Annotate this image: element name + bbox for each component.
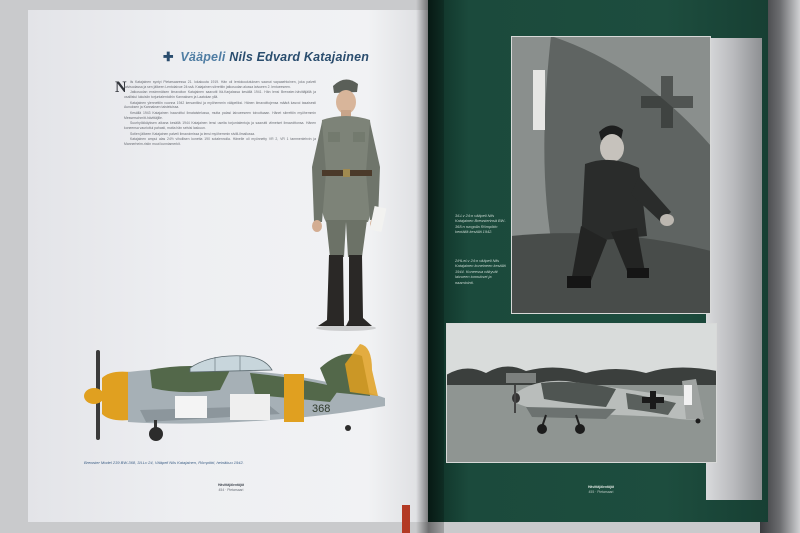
pilot-photo: [511, 36, 711, 314]
book-spine-shadow: [416, 0, 444, 533]
biography-paragraph: Katajainen ampui alas 24½ vihollisen konetta 190 sotalennolla. Hänelle oli myönnetty VR 2, VR 1 tammenlehvin ja Mannerheim-ristin muut kunniamerkit.: [124, 137, 316, 146]
svg-text:368: 368: [312, 403, 331, 415]
biography-paragraph: Suurhyökkäyksen aikana kesällä 1944 Katajainen lensi useita torjuntalentoja ja saavutti viimeiset ilmavoittonsa. Hänen koneensa vaurioitui pahasti, mutta hän selvisi laskuun.: [124, 121, 316, 130]
photo-caption-2: 2/HLeLv 24:n vääpeli Nils Katajainen koneineen kesällä 1944. Koneessa näkyvät laivueen tunnukset ja naamiointi.: [455, 258, 506, 285]
right-page-footer: [561, 485, 641, 495]
page-title: [163, 49, 369, 64]
footer-page-number: 455 · Pietarsaari: [588, 490, 614, 494]
title-name: Nils Edvard Katajainen: [229, 50, 370, 64]
footer-page-number: 454 · Pietarsaari: [218, 488, 244, 492]
photo-caption-1: 3/LLv 24:n vääpeli Nils Katajainen Brewsterinsä BW-368:n rungolla Römpötin kentällä kesällä 1942.: [455, 213, 506, 235]
aircraft-caption: Brewster Model 239 BW-368, 3/LLv 24, Vääpeli Nils Katajainen, Römpötti, heinäkuu 1942.: [84, 460, 244, 465]
aircraft-profile: [80, 340, 398, 448]
biography-paragraph: Katajainen ylennettiin vuonna 1942 kersantiksi ja myöhemmin vääpeliksi. Hänen ilmavoittojensa määrä kasvoi tasaisesti Aunuksen ja Kannaksen taisteluissa.: [124, 100, 316, 110]
biography-paragraph: Sotien jälkeen Katajainen palveli ilmavoimissa ja lensi myöhemmin siviili-ilmailussa.: [130, 131, 256, 136]
biography-paragraph: Jatkosodan ensimmäisen ilmavoiton Katajainen saavutti Itä-Karjalassa kesällä 1941. Hän lensi Brewster-hävittäjällä ja osallistui lukuisiin torjuntalentoihin Kannaksen ja Laatokan yllä.: [124, 90, 316, 99]
biography-paragraph: ils Katajainen syntyi Pietarsaaressa 21. lokakuuta 1919. Hän oli lentokoulutuksen saanut vapaaehtoinen, joka palveli talvisodassa ja sen jälkeen Lentolaivue 24:ssä. Katajainen siirrettiin jatkosodan alussa laivueen 2. lentueeseen.: [124, 80, 316, 89]
footer-series: Hävittäjälentäjät: [217, 483, 244, 487]
aircraft-photo: [446, 323, 717, 463]
drop-cap: N: [115, 79, 127, 96]
biography-paragraph: Kesällä 1943 Katajainen haavoittui ilmataistelussa, mutta palasi laivueeseen toivuttuaan. Hänet siirrettiin myöhemmin Messerschmitt-hävittäjille.: [124, 110, 316, 120]
soldier-illustration: [300, 72, 390, 332]
title-rank: Vääpeli: [180, 50, 226, 64]
bookmark-ribbon: [402, 505, 410, 533]
footer-series: Hävittäjälentäjät: [587, 485, 614, 489]
cross-icon: ✚: [163, 50, 174, 64]
left-page-footer: [191, 483, 271, 493]
biography-text: [124, 80, 316, 338]
